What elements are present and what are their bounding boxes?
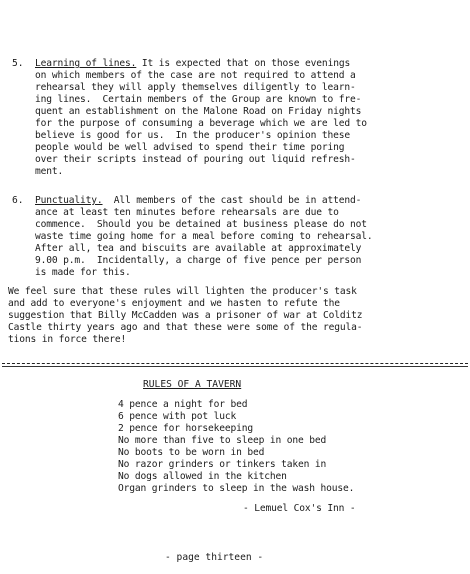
page-footer: - page thirteen -	[165, 552, 264, 563]
tavern-rule-4: No boots to be worn in bed	[118, 447, 265, 458]
tavern-rule-6: No dogs allowed in the kitchen	[118, 471, 287, 482]
item-6-line-4: After all, tea and biscuits are available at approximately	[35, 243, 362, 254]
item-6-first-line	[35, 195, 361, 207]
item-5-line-4: quent an establishment on the Malone Road on Friday nights	[35, 106, 362, 117]
item-5-line-2: rehearsal they will apply themselves diligently to learn-	[35, 82, 356, 93]
tavern-rule-0: 4 pence a night for bed	[118, 399, 248, 410]
item-6-line-0: All members of the cast should be in attend-	[102, 195, 362, 206]
closing-line-3: Castle thirty years ago and that these were some of the regula-	[8, 322, 363, 333]
item-6-line-5: 9.00 p.m. Incidentally, a charge of five pence per person	[35, 255, 362, 266]
section-divider	[2, 363, 468, 364]
tavern-rule-5: No razor grinders or tinkers taken in	[118, 459, 327, 470]
item-6-number: 6.	[12, 195, 24, 206]
section-divider-rule	[2, 366, 468, 367]
closing-line-2: suggestion that Billy McCadden was a prisoner of war at Colditz	[8, 310, 363, 321]
item-5-line-6: believe is good for us. In the producer's opinion these	[35, 130, 351, 141]
item-6-line-1: ance at least ten minutes before rehearsals are due to	[35, 207, 339, 218]
tavern-attribution: - Lemuel Cox's Inn -	[243, 503, 356, 514]
tavern-rule-3: No more than five to sleep in one bed	[118, 435, 327, 446]
tavern-rule-2: 2 pence for horsekeeping	[118, 423, 254, 434]
item-6-heading: Punctuality.	[35, 195, 103, 206]
item-5-number: 5.	[12, 58, 24, 69]
tavern-rule-1: 6 pence with pot luck	[118, 411, 237, 422]
tavern-title: RULES OF A TAVERN	[143, 379, 242, 390]
item-5-line-0: It is expected that on those evenings	[136, 58, 351, 69]
closing-line-0: We feel sure that these rules will lighten the producer's task	[8, 286, 357, 297]
item-5-heading: Learning of lines.	[35, 58, 137, 69]
item-5-line-5: for the purpose of consuming a beverage which we are led to	[35, 118, 367, 129]
item-6-line-2: commence. Should you be detained at business please do not	[35, 219, 367, 230]
item-5-line-3: ing lines. Certain members of the Group are known to fre-	[35, 94, 362, 105]
closing-line-4: tions in force there!	[8, 334, 127, 345]
tavern-rule-7: Organ grinders to sleep in the wash house.	[118, 483, 355, 494]
item-5-first-line	[35, 58, 350, 70]
item-5-line-9: ment.	[35, 166, 64, 177]
item-6-line-3: waste time going home for a meal before coming to rehearsal.	[35, 231, 373, 242]
item-5-line-8: over their scripts instead of pouring out liquid refresh-	[35, 154, 356, 165]
item-5-line-1: on which members of the case are not required to attend a	[35, 70, 356, 81]
item-6-line-6: is made for this.	[35, 267, 131, 278]
closing-line-1: and add to everyone's enjoyment and we hasten to refute the	[8, 298, 340, 309]
item-5-line-7: people would be well advised to spend their time poring	[35, 142, 345, 153]
